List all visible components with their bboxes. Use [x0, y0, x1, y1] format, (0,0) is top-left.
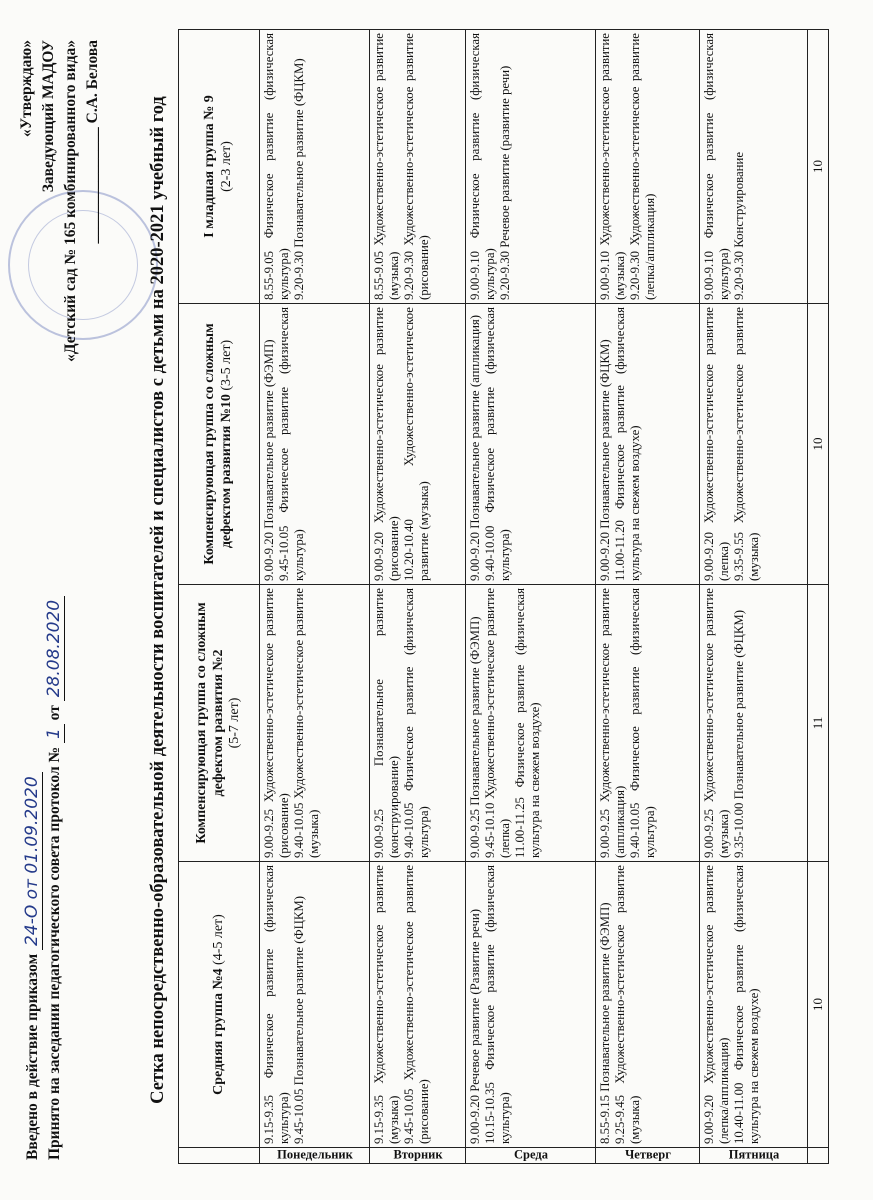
schedule-cell: 9.00-9.25 Художественно-эстетическое развитие (рисование) 9.40-10.05 Художественно-эстетическое развитие (музыка)	[260, 585, 370, 862]
table-row	[466, 30, 596, 1164]
day-cell	[596, 1148, 700, 1164]
protocol-label: Принято на заседании педагогического совета протокол №	[46, 746, 63, 1160]
approve-line-1: «Утверждаю»	[18, 40, 35, 138]
day-label: Среда	[513, 1148, 548, 1163]
total-count: 11	[808, 585, 829, 862]
from-label: от	[46, 705, 63, 721]
schedule-cell: 9.00-9.25 Художественно-эстетическое развитие (музыка) 9.35-10.00 Познавательное развитие (ФЦКМ)	[700, 585, 808, 862]
protocol-handwritten-date: 28.08.2020	[44, 596, 65, 701]
day-label: Вторник	[392, 1148, 443, 1163]
schedule-table	[178, 29, 829, 1164]
schedule-cell: 9.00-9.20 Речевое развитие (Развитие речи) 10.15-10.35 Физическое развитие (физическая культура)	[466, 862, 596, 1148]
day-cell	[700, 1148, 808, 1164]
schedule-cell: 9.00-9.20 Познавательное развитие (аппликация) 9.40-10.00 Физическое развитие (физическая культура)	[466, 304, 596, 585]
schedule-cell: 9.00-9.20 Познавательное развитие (ФЦКМ) 11.00-11.20 Физическое развитие (физическая культура на свежем воздухе)	[596, 304, 700, 585]
column-header: Компенсирующая группа со сложным дефектом развития №2 (5-7 лет)	[179, 585, 260, 862]
total-count: 10	[808, 30, 829, 304]
schedule-cell: 9.00-9.20 Познавательное развитие (ФЭМП) 9.45-10.05 Физическое развитие (физическая культура)	[260, 304, 370, 585]
total-count: 10	[808, 862, 829, 1148]
day-label: Понедельник	[276, 1148, 353, 1163]
day-label: Пятница	[728, 1148, 779, 1163]
column-header: Средняя группа №4 (4-5 лет)	[179, 862, 260, 1148]
table-row	[596, 30, 700, 1164]
schedule-cell: 9.00-9.20 Художественно-эстетическое развитие (рисование) 10.20-10.40 Художественно-эстетическое развитие (музыка)	[370, 304, 466, 585]
order-label: Введено в действие приказом	[24, 953, 41, 1160]
approve-line-3: «Детский сад № 165 комбинированного вида»	[62, 40, 79, 362]
schedule-cell: 9.00-9.25 Познавательное развитие (конструирование) 9.40-10.05 Физическое развитие (физическая культура)	[370, 585, 466, 862]
approve-signature-line: _______________ С.А. Белова	[84, 40, 101, 244]
protocol-handwritten-number: 1	[44, 724, 65, 743]
round-stamp	[8, 190, 158, 340]
table-row	[260, 30, 370, 1164]
header-row	[179, 30, 260, 1164]
schedule-cell: 8.55-9.15 Познавательное развитие (ФЭМП) 9.25-9.45 Художественно-эстетическое развитие (музыка)	[596, 862, 700, 1148]
schedule-cell: 8.55-9.05 Художественно-эстетическое развитие (музыка) 9.20-9.30 Художественно-эстетическое развитие (рисование)	[370, 30, 466, 304]
protocol-line	[44, 440, 64, 1160]
day-label: Четверг	[624, 1148, 671, 1163]
schedule-cell: 9.00-9.20 Художественно-эстетическое развитие (лепка) 9.35-9.55 Художественно-эстетическое развитие (музыка)	[700, 304, 808, 585]
day-cell	[370, 1148, 466, 1164]
table-row	[370, 30, 466, 1164]
document-title: Сетка непосредственно-образовательной деятельности воспитателей и специалистов с детьми на 2020-2021 учебный год	[148, 96, 168, 1104]
column-header: I младшая группа № 9 (2-3 лет)	[179, 30, 260, 304]
totals-row	[808, 30, 829, 1164]
table-row	[700, 30, 808, 1164]
order-line	[22, 440, 42, 1160]
day-cell	[466, 1148, 596, 1164]
schedule-cell: 9.00-9.10 Физическое развитие (физическая культура) 9.20-9.30 Конструирование	[700, 30, 808, 304]
approve-line-2: Заведующий МАДОУ	[40, 40, 57, 193]
schedule-cell: 9.00-9.25 Художественно-эстетическое развитие (аппликация) 9.40-10.05 Физическое развитие (физическая культура)	[596, 585, 700, 862]
schedule-cell: 9.00-9.10 Художественно-эстетическое развитие (музыка) 9.20-9.30 Художественно-эстетическое развитие (лепка/аппликация)	[596, 30, 700, 304]
day-cell	[260, 1148, 370, 1164]
schedule-cell: 8.55-9.05 Физическое развитие (физическая культура) 9.20-9.30 Познавательное развитие (ФЦКМ)	[260, 30, 370, 304]
total-count: 10	[808, 304, 829, 585]
schedule-cell: 9.15-9.35 Художественно-эстетическое развитие (музыка) 9.45-10.05 Художественно-эстетическое развитие (рисование)	[370, 862, 466, 1148]
schedule-cell: 9.00-9.25 Познавательное развитие (ФЭМП) 9.45-10.10 Художественно-эстетическое развитие (лепка) 11.00-11.25 Физическое развитие (физическая культура на свежем воздухе)	[466, 585, 596, 862]
order-handwritten-number: 24-О от 01.09.2020	[22, 772, 43, 950]
corner-cell	[179, 1148, 260, 1164]
column-header: Компенсирующая группа со сложным дефектом развития №10 (3-5 лет)	[179, 304, 260, 585]
totals-corner	[808, 1148, 829, 1164]
schedule-cell: 9.15-9.35 Физическое развитие (физическая культура) 9.45-10.05 Познавательное развитие (ФЦКМ)	[260, 862, 370, 1148]
schedule-cell: 9.00-9.10 Физическое развитие (физическая культура) 9.20-9.30 Речевое развитие (развитие речи)	[466, 30, 596, 304]
schedule-cell: 9.00-9.20 Художественно-эстетическое развитие (лепка/аппликация) 10.40-11.00 Физическое развитие (физическая культура на свежем воздухе)	[700, 862, 808, 1148]
